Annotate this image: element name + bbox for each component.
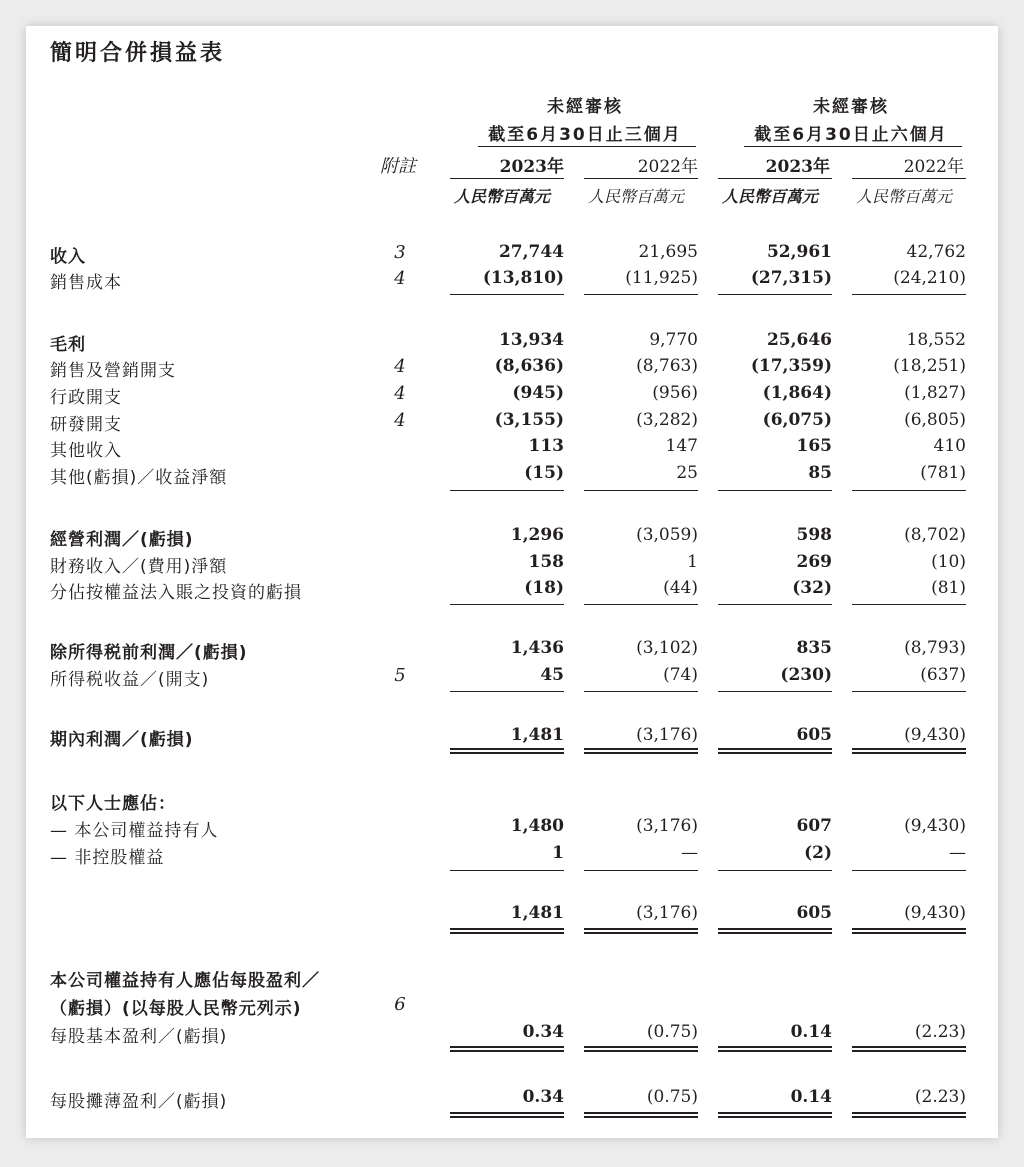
group1-audit-label: 未經審核 — [547, 97, 623, 117]
page-title: 簡明合併損益表 — [50, 41, 226, 66]
row-label: 經營利潤／(虧損) — [50, 530, 194, 550]
row-value: (8,793) — [904, 638, 966, 658]
row-value: (74) — [663, 665, 698, 685]
row-label: 收入 — [50, 247, 86, 267]
row-note: 5 — [394, 665, 406, 686]
row-value: (2) — [804, 843, 832, 863]
row-value: (17,359) — [750, 356, 832, 376]
row-value: 1 — [552, 843, 564, 863]
row-value: (3,176) — [636, 725, 698, 745]
unit-label-1: 人民幣百萬元 — [453, 187, 550, 206]
row-value: (1,827) — [904, 383, 966, 403]
year-h-2022: 2022年 — [903, 157, 964, 177]
row-value: (781) — [920, 463, 966, 483]
row-value: (945) — [512, 383, 564, 403]
row-value: (3,176) — [636, 903, 698, 923]
row-value: (9,430) — [904, 816, 966, 836]
subtotal-rule — [718, 490, 832, 491]
row-note: 4 — [394, 356, 406, 377]
subtotal-rule — [718, 604, 832, 605]
year-rule-2 — [584, 178, 698, 179]
row-value: (32) — [792, 578, 832, 598]
total-double-rule — [718, 928, 832, 934]
statement-page — [26, 26, 998, 1138]
row-label: 銷售成本 — [50, 273, 122, 293]
row-note: 6 — [394, 994, 406, 1015]
subtotal-rule — [584, 870, 698, 871]
row-label: 除所得税前利潤／(虧損) — [50, 643, 248, 663]
row-value: 1,480 — [510, 816, 564, 836]
row-value: 18,552 — [906, 330, 966, 350]
subtotal-rule — [450, 490, 564, 491]
row-value: (8,636) — [494, 356, 564, 376]
total-double-rule — [718, 1112, 832, 1118]
total-double-rule — [852, 1112, 966, 1118]
row-note: 3 — [394, 242, 406, 263]
total-double-rule — [718, 748, 832, 754]
row-value: 158 — [528, 552, 564, 572]
row-label: 財務收入／(費用)淨額 — [50, 557, 228, 577]
group1-period-label: 截至6月30日止三個月 — [488, 125, 682, 145]
row-value: 1,296 — [510, 525, 564, 545]
total-double-rule — [450, 1112, 564, 1118]
row-value: 598 — [796, 525, 832, 545]
subtotal-rule — [450, 294, 564, 295]
row-value: 269 — [796, 552, 832, 572]
group2-header-rule — [744, 146, 962, 147]
subtotal-rule — [450, 604, 564, 605]
row-value: (1,864) — [762, 383, 832, 403]
row-label: 其他收入 — [50, 441, 122, 461]
row-value: 13,934 — [498, 330, 564, 350]
row-label: 分佔按權益法入賬之投資的虧損 — [50, 583, 302, 603]
total-double-rule — [718, 1046, 832, 1052]
unit-label-2: 人民幣百萬元 — [587, 187, 684, 206]
group1-header-rule — [478, 146, 696, 147]
subtotal-rule — [584, 490, 698, 491]
row-value: (2.23) — [914, 1087, 966, 1107]
row-note: 4 — [394, 410, 406, 431]
row-value: — — [681, 843, 698, 863]
row-value: (18,251) — [893, 356, 966, 376]
subtotal-rule — [852, 870, 966, 871]
total-double-rule — [450, 1046, 564, 1052]
row-value: (9,430) — [904, 725, 966, 745]
row-value: 0.34 — [522, 1087, 564, 1107]
total-double-rule — [584, 748, 698, 754]
unit-label-3: 人民幣百萬元 — [721, 187, 818, 206]
subtotal-rule — [718, 691, 832, 692]
row-label: （虧損）(以每股人民幣元列示) — [50, 999, 302, 1019]
row-label: 以下人士應佔： — [50, 794, 176, 814]
row-label: 每股基本盈利／(虧損) — [50, 1027, 228, 1047]
row-value: 165 — [796, 436, 832, 456]
row-value: (6,075) — [762, 410, 832, 430]
row-label: 銷售及營銷開支 — [50, 361, 176, 381]
row-value: (6,805) — [904, 410, 966, 430]
subtotal-rule — [584, 604, 698, 605]
row-label: 每股攤薄盈利／(虧損) — [50, 1092, 228, 1112]
row-value: 85 — [808, 463, 832, 483]
row-value: 410 — [933, 436, 966, 456]
total-double-rule — [584, 928, 698, 934]
row-label: 行政開支 — [50, 388, 122, 408]
row-value: (24,210) — [893, 268, 966, 288]
row-value: (81) — [931, 578, 966, 598]
subtotal-rule — [718, 870, 832, 871]
subtotal-rule — [584, 691, 698, 692]
row-value: (15) — [524, 463, 564, 483]
row-value: 0.14 — [790, 1087, 832, 1107]
row-label: 所得税收益／(開支) — [50, 670, 210, 690]
row-value: (3,102) — [636, 638, 698, 658]
row-value: (2.23) — [914, 1022, 966, 1042]
row-value: 1,481 — [510, 725, 564, 745]
group2-period-label: 截至6月30日止六個月 — [754, 125, 948, 145]
row-value: (0.75) — [646, 1087, 698, 1107]
row-value: 0.34 — [522, 1022, 564, 1042]
total-double-rule — [450, 748, 564, 754]
subtotal-rule — [450, 870, 564, 871]
row-value: (3,176) — [636, 816, 698, 836]
row-value: (8,763) — [636, 356, 698, 376]
row-value: 835 — [796, 638, 832, 658]
row-note: 4 — [394, 383, 406, 404]
row-label: — 非控股權益 — [50, 848, 165, 868]
row-note: 4 — [394, 268, 406, 289]
total-double-rule — [450, 928, 564, 934]
row-value: (3,155) — [494, 410, 564, 430]
note-column-header: 附註 — [380, 156, 416, 177]
row-value: 27,744 — [498, 242, 564, 262]
row-label: 期內利潤／(虧損) — [50, 730, 194, 750]
subtotal-rule — [852, 294, 966, 295]
subtotal-rule — [450, 691, 564, 692]
row-value: 607 — [796, 816, 832, 836]
row-value: (44) — [663, 578, 698, 598]
year-rule-1 — [450, 178, 564, 179]
total-double-rule — [852, 748, 966, 754]
row-value: (0.75) — [646, 1022, 698, 1042]
row-value: (9,430) — [904, 903, 966, 923]
row-value: (637) — [920, 665, 966, 685]
year-q-2023: 2023年 — [499, 157, 564, 177]
subtotal-rule — [852, 490, 966, 491]
row-value: 605 — [796, 903, 832, 923]
subtotal-rule — [852, 691, 966, 692]
subtotal-rule — [584, 294, 698, 295]
subtotal-rule — [718, 294, 832, 295]
row-value: 605 — [796, 725, 832, 745]
row-value: (3,059) — [636, 525, 698, 545]
row-value: (956) — [652, 383, 698, 403]
row-value: 113 — [528, 436, 564, 456]
group2-audit-label: 未經審核 — [813, 97, 889, 117]
row-value: 147 — [665, 436, 698, 456]
row-value: 45 — [540, 665, 564, 685]
row-value: (13,810) — [482, 268, 564, 288]
row-label: 研發開支 — [50, 415, 122, 435]
row-value: 0.14 — [790, 1022, 832, 1042]
unit-label-4: 人民幣百萬元 — [855, 187, 952, 206]
row-value: 21,695 — [638, 242, 698, 262]
row-value: 1 — [687, 552, 698, 572]
total-double-rule — [584, 1112, 698, 1118]
year-rule-4 — [852, 178, 966, 179]
total-double-rule — [584, 1046, 698, 1052]
row-value: (11,925) — [625, 268, 698, 288]
row-value: (27,315) — [750, 268, 832, 288]
row-value: (10) — [931, 552, 966, 572]
total-double-rule — [852, 1046, 966, 1052]
row-value: (3,282) — [636, 410, 698, 430]
total-double-rule — [852, 928, 966, 934]
row-value: 1,436 — [510, 638, 564, 658]
row-value: 42,762 — [906, 242, 966, 262]
row-value: — — [949, 843, 966, 863]
subtotal-rule — [852, 604, 966, 605]
row-label: 本公司權益持有人應佔每股盈利／ — [50, 971, 320, 991]
row-value: 1,481 — [510, 903, 564, 923]
row-value: (230) — [780, 665, 832, 685]
row-value: (8,702) — [904, 525, 966, 545]
row-value: 25 — [676, 463, 698, 483]
row-value: 9,770 — [649, 330, 698, 350]
row-value: (18) — [524, 578, 564, 598]
row-value: 52,961 — [766, 242, 832, 262]
year-q-2022: 2022年 — [637, 157, 698, 177]
year-rule-3 — [718, 178, 832, 179]
row-value: 25,646 — [766, 330, 832, 350]
row-label: — 本公司權益持有人 — [50, 821, 219, 841]
row-label: 毛利 — [50, 335, 86, 355]
row-label: 其他(虧損)／收益淨額 — [50, 468, 228, 488]
year-h-2023: 2023年 — [765, 157, 830, 177]
